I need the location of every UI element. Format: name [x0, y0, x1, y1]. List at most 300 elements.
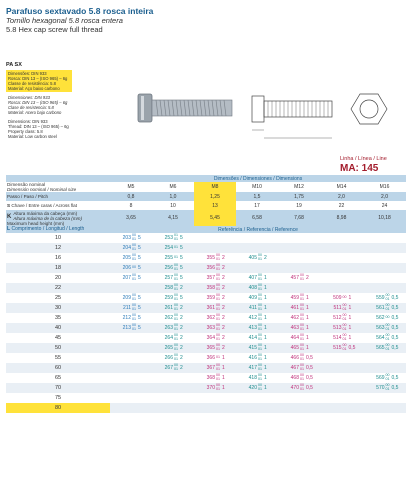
- reference-suffix: 00 01: [385, 333, 390, 341]
- reference-cell: [236, 333, 278, 343]
- reference-cell: [236, 283, 278, 293]
- reference-suffix: 00 01: [174, 283, 178, 291]
- reference-cell: [236, 403, 278, 413]
- reference-suffix: 00 01: [258, 383, 262, 391]
- reference-code: 212: [122, 315, 131, 322]
- reference-cell: [152, 283, 194, 293]
- reference-code: 253: [164, 235, 173, 242]
- box-qty: 5: [180, 265, 183, 272]
- screw-drawing: [130, 84, 412, 156]
- reference-suffix: 00 01: [132, 303, 136, 311]
- title-pt: Parafuso sextavado 5.8 rosca inteira: [6, 6, 154, 16]
- length-cell: 10: [54, 235, 62, 241]
- reference-cell: [320, 333, 363, 343]
- reference-cell: [320, 243, 363, 253]
- reference-code: 261: [164, 305, 173, 312]
- box-qty: 2: [180, 365, 183, 372]
- reference-cell: [363, 313, 406, 323]
- box-qty: 0,5: [348, 345, 356, 352]
- reference-cell: [278, 323, 320, 333]
- nominal-label-line: Dimensión nominal / Nominal size: [7, 187, 77, 192]
- box-qty: 1: [264, 285, 267, 292]
- length-label: [6, 226, 110, 233]
- table-row: [6, 343, 406, 353]
- reference-cell: [320, 323, 363, 333]
- box-qty: 5: [180, 275, 183, 282]
- reference-code: 563: [376, 325, 385, 332]
- reference-cell: [236, 263, 278, 273]
- spec-line: Clase de resistencia: 5.8: [8, 105, 54, 110]
- pitch-cell: 1,5: [236, 192, 278, 201]
- reference-code: 569: [376, 375, 385, 382]
- key-cell: 13: [194, 201, 236, 210]
- reference-code: 420: [248, 385, 257, 392]
- l-letter: L: [7, 226, 11, 232]
- reference-suffix: 00 01: [342, 313, 347, 321]
- reference-cell: [110, 273, 152, 283]
- reference-code: 413: [248, 325, 257, 332]
- reference-cell: [320, 373, 363, 383]
- reference-cell: [320, 263, 363, 273]
- k-cell: 7,68: [278, 210, 320, 226]
- reference-cell: [278, 333, 320, 343]
- box-qty: 0,5: [391, 315, 399, 321]
- reference-cell: [363, 253, 406, 263]
- reference-code: 466: [290, 355, 299, 362]
- table-row: [6, 363, 406, 373]
- box-qty: 2: [180, 355, 183, 362]
- reference-suffix: 00 01: [132, 243, 136, 251]
- reference-cell: [152, 383, 194, 393]
- reference-code: 415: [248, 345, 257, 352]
- table-row: [6, 373, 406, 383]
- reference-suffix: 00 01: [174, 313, 178, 321]
- reference-suffix: 00 01: [300, 343, 304, 351]
- reference-cell: [320, 303, 363, 313]
- reference-cell: [278, 253, 320, 263]
- reference-code: 465: [290, 345, 299, 352]
- reference-cell: [152, 293, 194, 303]
- table-row: [6, 233, 406, 243]
- reference-cell: [363, 363, 406, 373]
- reference-suffix: 00 01: [258, 353, 262, 361]
- reference-cell: [194, 343, 236, 353]
- spec-line: Material: Acero bajo carbono: [8, 110, 62, 115]
- k-letter: K: [7, 213, 12, 220]
- reference-code: 514: [333, 335, 342, 342]
- reference-suffix: 00 01: [300, 333, 304, 341]
- key-cell: 22: [338, 202, 345, 209]
- pitch-cell: 1,75: [278, 192, 320, 201]
- box-qty: 5: [138, 235, 141, 242]
- reference-cell: [363, 353, 406, 363]
- reference-code: 211: [123, 305, 131, 312]
- nominal-size-label: [6, 182, 110, 192]
- reference-cell: [110, 313, 152, 323]
- reference-cell: [194, 393, 236, 403]
- reference-cell: [363, 373, 406, 383]
- reference-cell: [152, 273, 194, 283]
- reference-code: 464: [290, 335, 299, 342]
- key-letter: S: [7, 203, 11, 208]
- size-cell: M16: [379, 184, 390, 190]
- reference-suffix: 00 01: [216, 383, 220, 391]
- size-cell: M8: [194, 182, 236, 192]
- k-cell: 6,58: [236, 210, 278, 226]
- box-qty: 2: [222, 305, 225, 312]
- box-qty: 1: [306, 325, 309, 332]
- k-label-line: Altura máxima de la cabeza (mm): [13, 215, 83, 221]
- reference-code: 570: [376, 385, 385, 392]
- reference-suffix: 00 01: [216, 373, 220, 381]
- reference-code: 213: [122, 325, 131, 332]
- reference-suffix: 00 01: [342, 323, 347, 331]
- box-qty: 1: [306, 295, 309, 302]
- length-cell: 60: [6, 363, 110, 373]
- reference-code: 414: [248, 335, 257, 342]
- reference-suffix: 00 01: [216, 303, 220, 311]
- reference-cell: [363, 393, 406, 403]
- reference-header: Referência / Referencia / Reference: [110, 226, 406, 233]
- reference-cell: [363, 233, 406, 243]
- box-qty: 1: [264, 375, 267, 382]
- pitch-row: [6, 192, 406, 201]
- box-qty: 0,5: [391, 335, 399, 342]
- reference-code: 262: [164, 315, 173, 322]
- reference-cell: [278, 293, 320, 303]
- reference-cell: [278, 263, 320, 273]
- reference-suffix: 00 01: [132, 253, 136, 261]
- specs-es: [6, 94, 72, 116]
- reference-cell: [278, 303, 320, 313]
- reference-cell: [152, 373, 194, 383]
- reference-cell: [320, 403, 363, 413]
- reference-cell: [236, 373, 278, 383]
- reference-code: 204: [122, 245, 131, 252]
- reference-code: 411: [249, 305, 257, 312]
- box-qty: 5: [138, 295, 141, 302]
- table-row: [6, 283, 406, 293]
- reference-cell: [320, 253, 363, 263]
- reference-suffix: 00 01: [216, 323, 220, 331]
- reference-code: 408: [248, 285, 257, 292]
- pitch-cell: 0,8: [110, 192, 152, 201]
- box-qty: 2: [180, 315, 183, 322]
- box-qty: 1: [264, 305, 267, 312]
- reference-cell: [320, 293, 363, 303]
- box-qty: 5: [180, 235, 183, 242]
- box-qty: 1: [222, 355, 225, 361]
- reference-cell: [110, 393, 152, 403]
- reference-code: 416: [248, 355, 257, 362]
- box-qty: 2: [222, 335, 225, 342]
- box-qty: 5: [180, 255, 183, 261]
- reference-cell: [194, 273, 236, 283]
- reference-suffix: 00 01: [300, 373, 304, 381]
- table-row: [6, 393, 406, 403]
- reference-suffix: 00 01: [258, 283, 262, 291]
- key-cell: 10: [170, 202, 176, 209]
- box-qty: 0,5: [391, 345, 399, 352]
- reference-suffix: 00 01: [342, 343, 347, 351]
- box-qty: 1: [306, 335, 309, 342]
- reference-code: 461: [290, 305, 299, 312]
- title-es: Tornillo hexagonal 5.8 rosca entera: [6, 16, 123, 25]
- screw-technical-drawing: [252, 94, 387, 138]
- reference-cell: [110, 283, 152, 293]
- reference-code: 562: [376, 315, 385, 321]
- box-qty: 1: [264, 345, 267, 352]
- reference-cell: [236, 303, 278, 313]
- reference-suffix: 00 01: [300, 383, 304, 391]
- k-cell: 3,65: [110, 210, 152, 226]
- reference-code: 470: [290, 385, 299, 392]
- reference-cell: [110, 303, 152, 313]
- reference-code: 565: [376, 345, 385, 352]
- box-qty: 1: [264, 385, 267, 392]
- reference-cell: [363, 403, 406, 413]
- reference-suffix: 00 01: [258, 373, 262, 381]
- reference-cell: [194, 263, 236, 273]
- reference-suffix: 00: [385, 314, 390, 319]
- reference-cell: [152, 263, 194, 273]
- reference-suffix: 00 01: [174, 293, 178, 301]
- reference-cell: [236, 353, 278, 363]
- reference-cell: [363, 243, 406, 253]
- box-qty: 5: [138, 255, 141, 262]
- box-qty: 2: [180, 305, 183, 312]
- reference-cell: [363, 293, 406, 303]
- reference-suffix: 00 01: [174, 263, 178, 271]
- box-qty: 1: [222, 365, 225, 372]
- reference-suffix: 00 01: [216, 313, 220, 321]
- box-qty: 5: [138, 245, 141, 252]
- reference-code: 412: [248, 315, 257, 322]
- box-qty: 0,5: [391, 375, 399, 382]
- reference-cell: [320, 273, 363, 283]
- reference-cell: [152, 303, 194, 313]
- reference-cell: [236, 313, 278, 323]
- reference-cell: [278, 273, 320, 283]
- k-cell: 4,15: [152, 210, 194, 226]
- spec-line: Dimensões: DIN 933: [8, 71, 47, 76]
- reference-code: 467: [290, 365, 299, 372]
- reference-cell: [278, 353, 320, 363]
- box-qty: 1: [264, 275, 267, 282]
- box-qty: 1: [348, 335, 352, 342]
- reference-cell: [152, 363, 194, 373]
- reference-suffix: 00 01: [216, 253, 220, 261]
- reference-cell: [194, 353, 236, 363]
- reference-suffix: 00 01: [216, 363, 220, 371]
- reference-cell: [110, 363, 152, 373]
- box-qty: 1: [348, 305, 352, 312]
- reference-cell: [110, 373, 152, 383]
- reference-suffix: 00 01: [258, 323, 262, 331]
- reference-cell: [194, 303, 236, 313]
- reference-code: 515: [333, 345, 342, 352]
- box-qty: 5: [138, 305, 141, 312]
- reference-suffix: 00 01: [216, 343, 220, 351]
- reference-suffix: 01: [174, 244, 178, 249]
- key-cell: 17: [254, 202, 260, 209]
- reference-cell: [363, 333, 406, 343]
- reference-code: 203: [122, 235, 131, 242]
- reference-cell: [194, 253, 236, 263]
- spec-line: Material: Low carbon steel: [8, 134, 57, 139]
- reference-suffix: 00 01: [174, 333, 178, 341]
- box-qty: 1: [264, 365, 267, 372]
- size-cell: M6: [169, 184, 177, 190]
- reference-suffix: 00 01: [132, 293, 136, 301]
- pitch-cell: 1,0: [152, 192, 194, 201]
- reference-code: 362: [206, 315, 215, 322]
- reference-cell: [236, 393, 278, 403]
- length-label-text: Comprimento / Longitud / Length: [11, 226, 85, 232]
- table-row: [6, 313, 406, 323]
- reference-cell: [110, 353, 152, 363]
- reference-cell: [278, 313, 320, 323]
- reference-cell: [152, 333, 194, 343]
- length-cell: 75: [54, 395, 62, 401]
- reference-cell: [194, 383, 236, 393]
- reference-suffix: 00 01: [132, 323, 136, 331]
- box-qty: 5: [138, 325, 141, 332]
- reference-suffix: 00 01: [216, 293, 220, 301]
- reference-cell: [194, 313, 236, 323]
- reference-code: 258: [164, 285, 173, 292]
- reference-code: 266: [164, 355, 173, 362]
- reference-cell: [152, 393, 194, 403]
- reference-suffix: 00 01: [258, 303, 262, 311]
- reference-code: 267: [164, 365, 173, 372]
- length-cell: 18: [6, 263, 110, 273]
- reference-suffix: 00 01: [258, 333, 262, 341]
- box-qty: 1: [306, 315, 309, 322]
- reference-code: 511: [333, 305, 342, 312]
- reference-cell: [110, 403, 152, 413]
- spec-line: Dimensions: DIN 933: [8, 119, 48, 124]
- reference-cell: [152, 233, 194, 243]
- reference-suffix: 00 01: [216, 283, 220, 291]
- reference-code: 205: [122, 255, 131, 262]
- reference-cell: [110, 323, 152, 333]
- box-qty: 5: [180, 245, 183, 251]
- reference-cell: [152, 343, 194, 353]
- k-cell: 5,45: [194, 210, 236, 226]
- reference-cell: [152, 323, 194, 333]
- reference-cell: [278, 283, 320, 293]
- pitch-cell: 2,0: [320, 192, 363, 201]
- reference-suffix: 00 01: [258, 343, 262, 351]
- reference-code: 263: [164, 325, 173, 332]
- reference-cell: [278, 363, 320, 373]
- reference-cell: [363, 323, 406, 333]
- reference-code: 509: [333, 295, 342, 301]
- table-row: [6, 263, 406, 273]
- reference-code: 255: [164, 255, 173, 261]
- reference-code: 370: [206, 385, 215, 392]
- reference-cell: [278, 383, 320, 393]
- reference-suffix: 00 01: [342, 303, 347, 311]
- reference-cell: [194, 243, 236, 253]
- size-cell: M14: [336, 184, 347, 190]
- box-qty: 2: [180, 285, 183, 292]
- box-qty: 5: [138, 265, 141, 271]
- reference-suffix: 00 01: [216, 273, 220, 281]
- reference-cell: [320, 233, 363, 243]
- reference-cell: [320, 393, 363, 403]
- reference-cell: [194, 323, 236, 333]
- reference-suffix: 00 01: [385, 323, 390, 331]
- reference-cell: [320, 283, 363, 293]
- length-cell: 22: [6, 283, 110, 293]
- reference-code: 357: [206, 275, 215, 282]
- reference-suffix: 00 01: [300, 313, 304, 321]
- reference-cell: [194, 403, 236, 413]
- k-label-line: Maximum head height (mm): [7, 220, 65, 226]
- length-cell: 65: [54, 375, 62, 381]
- reference-code: 561: [376, 305, 385, 312]
- reference-suffix: 00 01: [300, 273, 304, 281]
- box-qty: 1: [348, 295, 352, 301]
- box-qty: 5: [138, 275, 141, 282]
- table-row: [6, 303, 406, 313]
- table-row: [6, 323, 406, 333]
- reference-code: 254: [164, 245, 173, 251]
- spec-line: Dimensiones: DIN 933: [8, 95, 50, 100]
- reference-suffix: 01: [216, 354, 220, 359]
- box-qty: 0,5: [391, 305, 399, 312]
- reference-code: 463: [290, 325, 299, 332]
- k-label-line: Altura máxima da cabeça (mm): [13, 210, 78, 216]
- reference-suffix: 01 01: [174, 233, 178, 241]
- reference-cell: [194, 293, 236, 303]
- reference-code: 564: [376, 335, 385, 342]
- nominal-label-line: Dimensão nominal: [7, 182, 46, 187]
- length-cell: 45: [54, 335, 62, 341]
- table-row: [6, 273, 406, 283]
- head-height-row: [6, 210, 406, 226]
- reference-code: 365: [206, 345, 215, 352]
- head-height-label: [6, 210, 110, 226]
- reference-cell: [110, 233, 152, 243]
- reference-suffix: 00 01: [174, 323, 178, 331]
- reference-cell: [278, 243, 320, 253]
- reference-suffix: 00 01: [216, 263, 220, 271]
- reference-code: 364: [206, 335, 215, 342]
- dimensions-table: [6, 175, 406, 413]
- reference-suffix: 00 01: [385, 373, 390, 381]
- reference-code: 359: [206, 295, 215, 302]
- box-qty: 1: [264, 335, 267, 342]
- reference-suffix: 00 01: [300, 353, 304, 361]
- reference-cell: [194, 373, 236, 383]
- box-qty: 1: [222, 385, 225, 392]
- length-cell: 40: [6, 323, 110, 333]
- reference-suffix: 00 01: [342, 333, 347, 341]
- box-qty: 1: [306, 305, 309, 312]
- k-cell: 8,98: [320, 210, 363, 226]
- reference-cell: [320, 343, 363, 353]
- box-qty: 1: [264, 315, 267, 322]
- reference-suffix: 00 01: [132, 273, 136, 281]
- reference-suffix: 00 01: [258, 313, 262, 321]
- reference-cell: [110, 293, 152, 303]
- specs-pt: [6, 70, 72, 92]
- reference-cell: [110, 333, 152, 343]
- reference-cell: [278, 373, 320, 383]
